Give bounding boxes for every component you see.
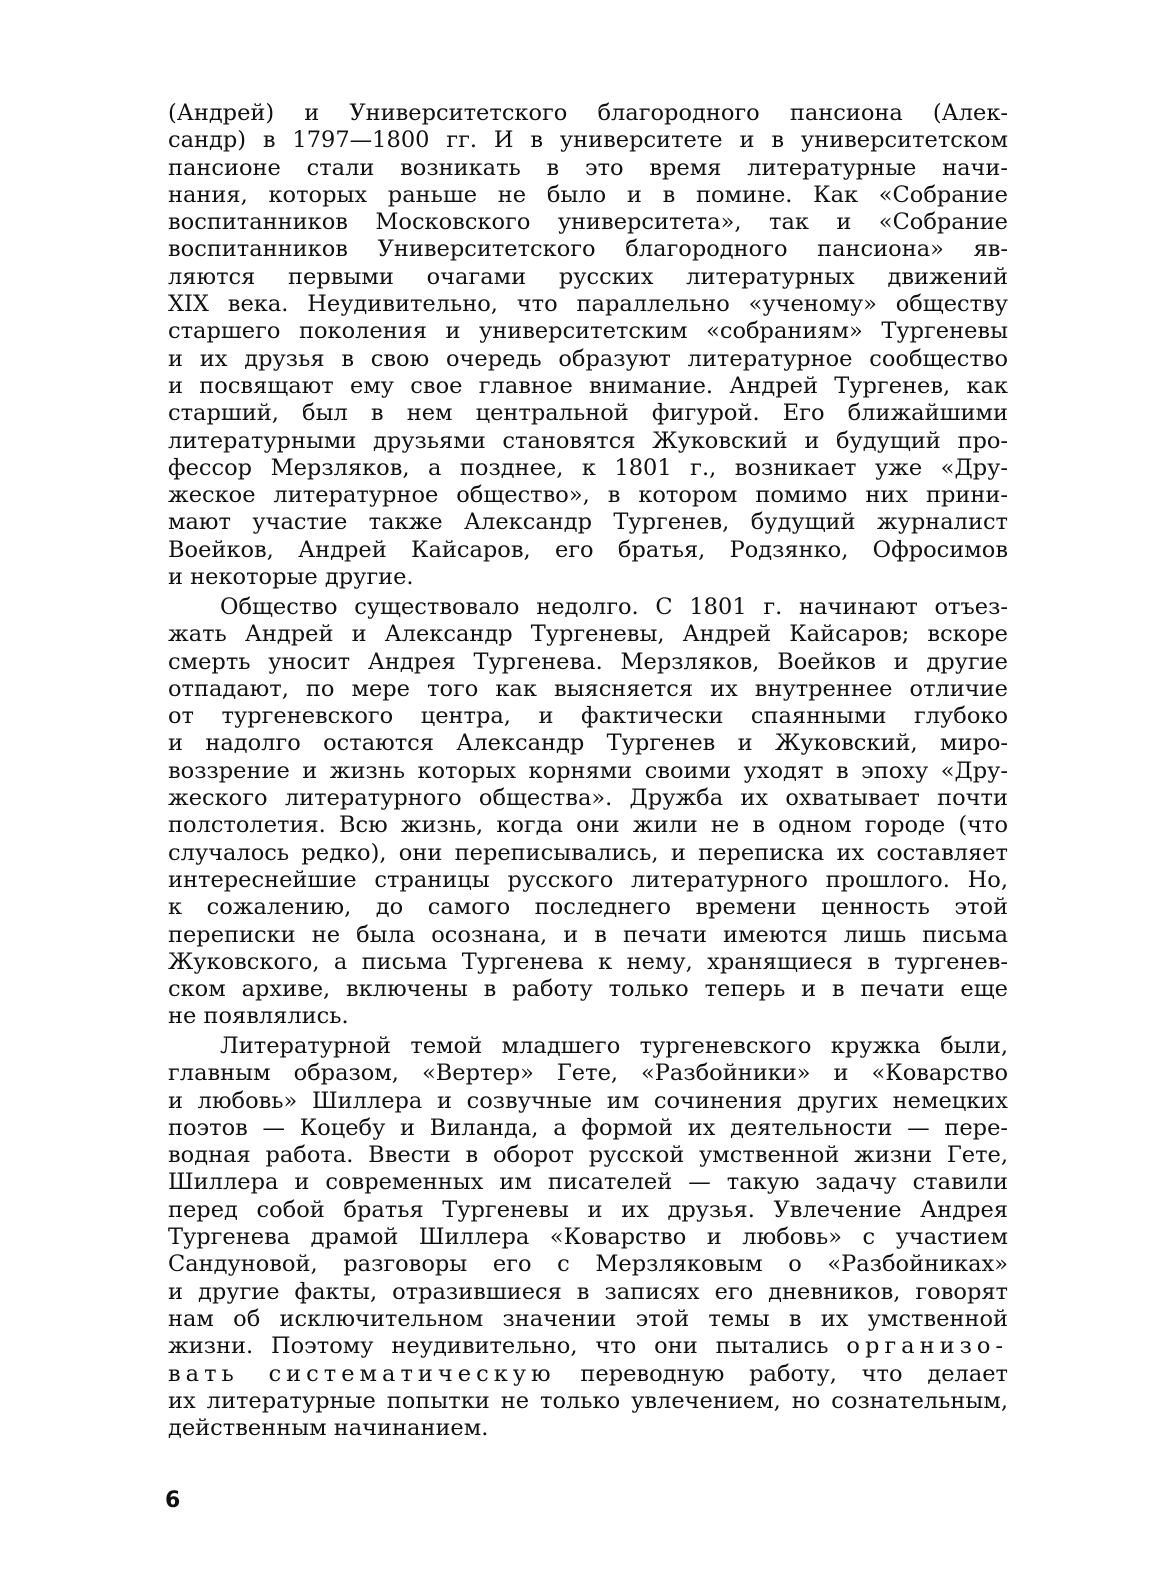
text-run: переводную работу, что делает — [555, 1360, 1008, 1387]
text-line: нам об исключительном значении этой темы в их умственной — [168, 1305, 1008, 1332]
text-line: и любовь» Шиллера и созвучные им сочинения других немецких — [168, 1087, 1008, 1114]
text-line: Воейков, Андрей Кайсаров, его братья, Родзянко, Офросимов — [168, 536, 1008, 563]
text-line: ляются первыми очагами русских литературных движений — [168, 263, 1008, 290]
text-line: старшего поколения и университетским «собраниям» Тургеневы — [168, 318, 1008, 345]
text-line: Тургенева драмой Шиллера «Коварство и любовь» с участием — [168, 1224, 1008, 1251]
text-line: Шиллера и современных им писателей — такую задачу ставили — [168, 1169, 1008, 1196]
text-line: случалось редко), они переписывались, и переписка их составляет — [168, 839, 1008, 866]
text-line: переписки не была осознана, и в печати имеются лишь письма — [168, 921, 1008, 948]
text-line-emphasis — [168, 1361, 1008, 1388]
text-line: Литературной темой младшего тургеневского кружка были, — [220, 1033, 1008, 1059]
text-line: и другие факты, отразившиеся в записях его дневников, говорят — [168, 1278, 1008, 1305]
text-line: и их друзья в свою очередь образуют литературное сообщество — [168, 345, 1008, 372]
text-line: и некоторые другие. — [168, 564, 414, 591]
text-line: воззрение и жизнь которых корнями своими уходят в эпоху «Дру- — [168, 757, 1008, 784]
paragraph-2 — [168, 594, 1008, 1031]
text-line: Жуковского, а письма Тургенева к нему, хранящиеся в тургенев- — [168, 948, 1008, 975]
text-line: полстолетия. Всю жизнь, когда они жили не в одном городе (что — [168, 812, 1008, 839]
text-line: их литературные попытки не только увлечением, но сознательным, — [168, 1387, 1008, 1414]
text-line: не появлялись. — [168, 1003, 349, 1030]
text-line: к сожалению, до самого последнего времени ценность этой — [168, 894, 1008, 921]
text-line: жеское литературное общество», в котором помимо них прини- — [168, 482, 1008, 509]
spaced-emphasis: вать систематическую — [168, 1360, 556, 1387]
text-line: сандр) в 1797—1800 гг. И в университете и в университетском — [168, 127, 1008, 154]
page-number: 6 — [165, 1488, 181, 1513]
text-line: Сандуновой, разговоры его с Мерзляковым о «Разбойниках» — [168, 1251, 1008, 1278]
text-line: воспитанников Университетского благородного пансиона» яв- — [168, 236, 1008, 263]
text-line: поэтов — Коцебу и Виланда, а формой их деятельности — пере- — [168, 1114, 1008, 1141]
text-line: воспитанников Московского университета», так и «Собрание — [168, 209, 1008, 236]
text-line: водная работа. Ввести в оборот русской умственной жизни Гете, — [168, 1142, 1008, 1169]
paragraph-1 — [168, 100, 1008, 591]
text-line: главным образом, «Вертер» Гете, «Разбойники» и «Коварство — [168, 1060, 1008, 1087]
text-line: и надолго остаются Александр Тургенев и Жуковский, миро- — [168, 730, 1008, 757]
text-line: Общество существовало недолго. С 1801 г. начинают отъез- — [220, 594, 1008, 620]
text-line: жеского литературного общества». Дружба их охватывает почти — [168, 785, 1008, 812]
text-line: пансионе стали возникать в это время литературные начи- — [168, 154, 1008, 181]
text-run: жизни. Поэтому неудивительно, что они пытались — [168, 1333, 847, 1360]
text-line: нания, которых раньше не было и в помине. Как «Собрание — [168, 181, 1008, 208]
text-line: мают участие также Александр Тургенев, будущий журналист — [168, 509, 1008, 536]
text-line: ском архиве, включены в работу только теперь и в печати еще — [168, 976, 1008, 1003]
text-line: XIX века. Неудивительно, что параллельно «ученому» обществу — [168, 291, 1008, 318]
text-line: действенным начинанием. — [168, 1415, 489, 1442]
text-line: отпадают, по мере того как выясняется их внутреннее отличие — [168, 675, 1008, 702]
text-line: и посвящают ему свое главное внимание. Андрей Тургенев, как — [168, 372, 1008, 399]
text-line: смерть уносит Андрея Тургенева. Мерзляков, Воейков и другие — [168, 648, 1008, 675]
text-line-emphasis — [168, 1333, 1008, 1360]
text-line: интереснейшие страницы русского литературного прошлого. Но, — [168, 866, 1008, 893]
text-line: старший, был в нем центральной фигурой. Его ближайшими — [168, 400, 1008, 427]
text-line: жать Андрей и Александр Тургеневы, Андрей Кайсаров; вскоре — [168, 621, 1008, 648]
text-line: фессор Мерзляков, а позднее, к 1801 г., возникает уже «Дру- — [168, 454, 1008, 481]
text-line: от тургеневского центра, и фактически спаянными глубоко — [168, 703, 1008, 730]
text-line: (Андрей) и Университетского благородного пансиона (Алек- — [168, 100, 1008, 126]
paragraph-3 — [168, 1033, 1008, 1442]
text-line: перед собой братья Тургеневы и их друзья. Увлечение Андрея — [168, 1196, 1008, 1223]
text-line: литературными друзьями становятся Жуковский и будущий про- — [168, 427, 1008, 454]
spaced-emphasis: организо- — [846, 1333, 1008, 1360]
